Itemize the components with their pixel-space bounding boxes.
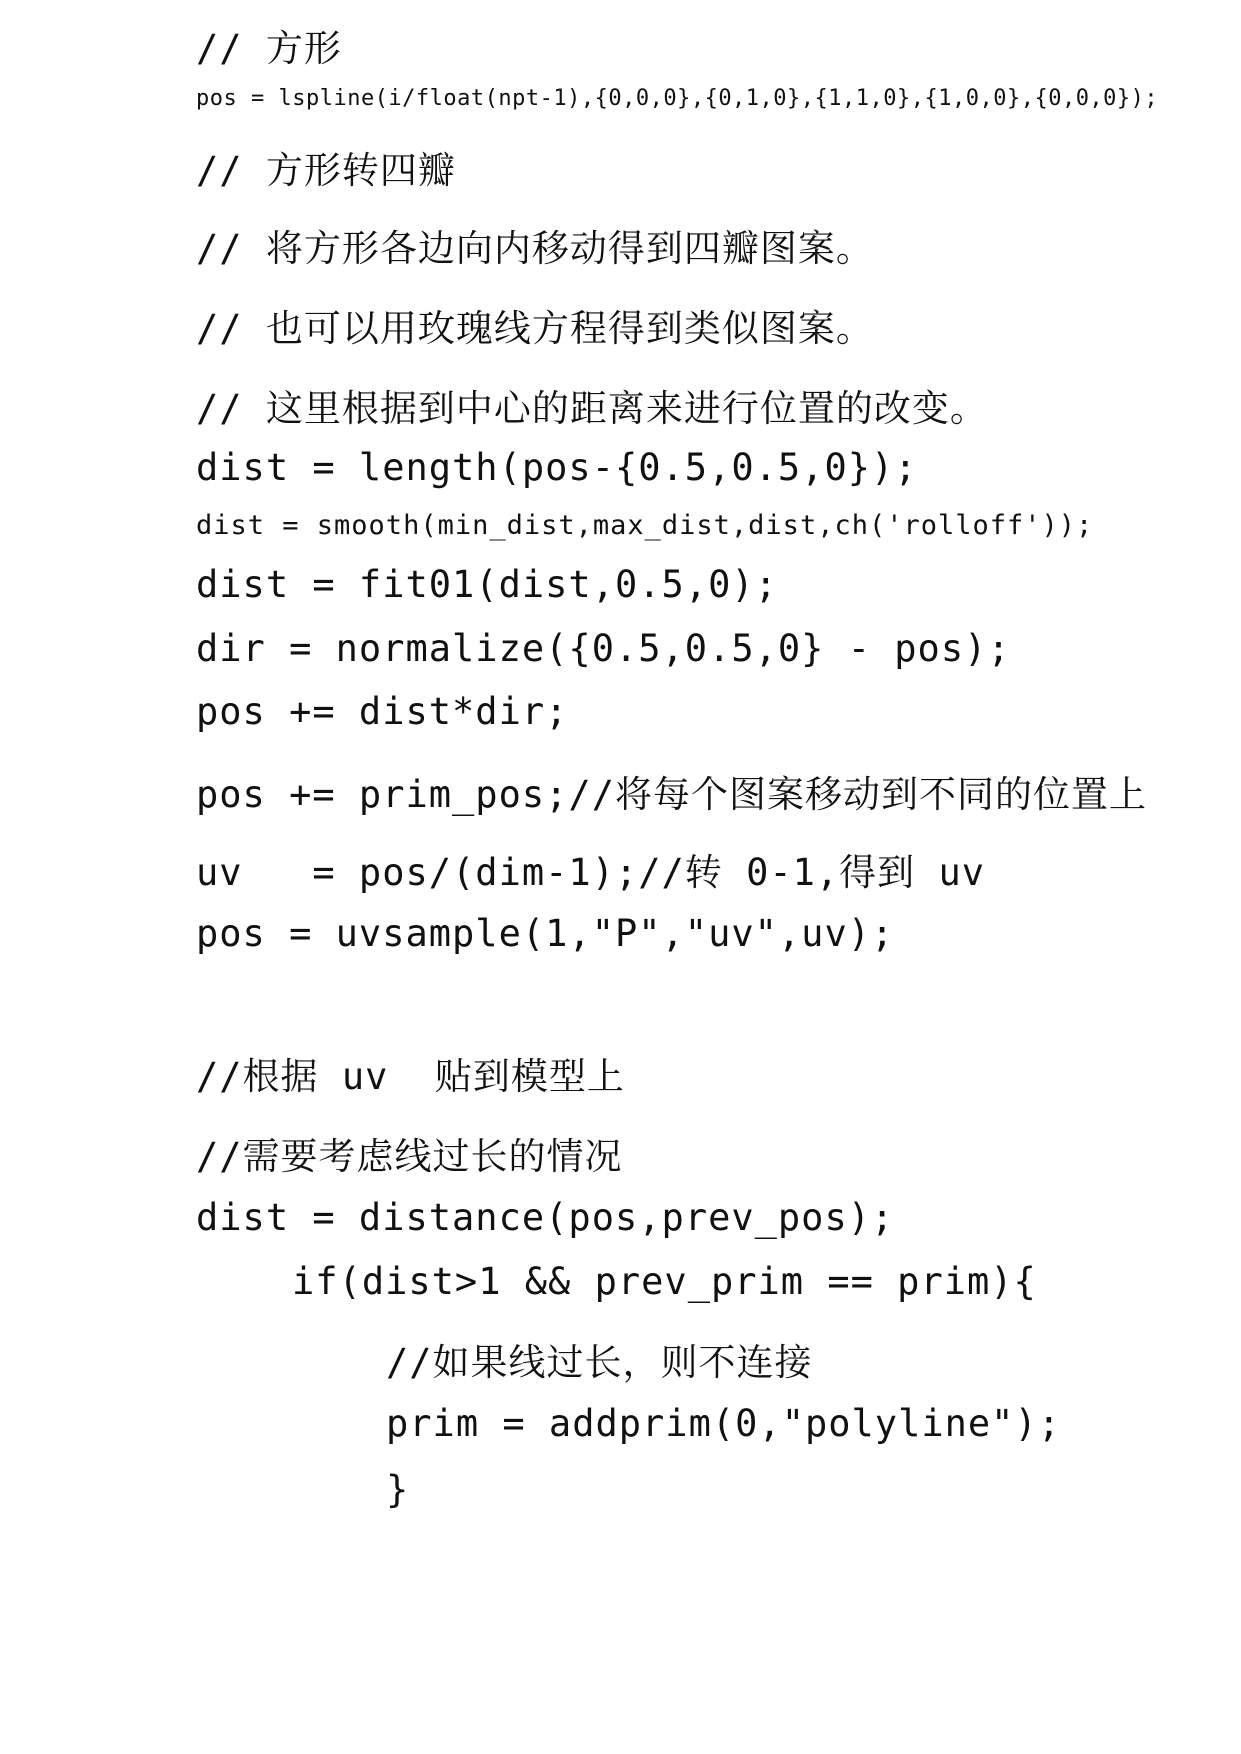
comment-square-to-petals: // 方形转四瓣 [196,149,456,192]
code-line-dist-fit01: dist = fit01(dist,0.5,0); [196,563,778,606]
comment-distance-center: // 这里根据到中心的距离来进行位置的改变。 [196,387,988,430]
code-line-dir-normalize: dir = normalize({0.5,0.5,0} - pos); [196,627,1011,670]
comment-rose-curve: // 也可以用玫瑰线方程得到类似图案。 [196,307,874,350]
comment-no-connect: //如果线过长，则不连接 [386,1341,813,1384]
code-line-lspline: pos = lspline(i/float(npt-1),{0,0,0},{0,1,0},{1,1,0},{1,0,0},{0,0,0}); [196,86,1159,111]
comment-line-too-long: //需要考虑线过长的情况 [196,1135,623,1178]
comment-move-edges: // 将方形各边向内移动得到四瓣图案。 [196,227,874,270]
code-line-pos-add-prim: pos += prim_pos;//将每个图案移动到不同的位置上 [196,773,1147,816]
code-line-dist-distance: dist = distance(pos,prev_pos); [196,1196,895,1239]
comment-square: // 方形 [196,27,342,70]
comment-apply-uv: //根据 uv 贴到模型上 [196,1055,625,1098]
code-line-dist-smooth: dist = smooth(min_dist,max_dist,dist,ch('rolloff')); [196,510,1094,541]
code-line-if: if(dist>1 && prev_prim == prim){ [292,1260,1037,1303]
code-line-uv: uv = pos/(dim-1);//转 0-1,得到 uv [196,851,986,894]
code-line-pos-add-dist: pos += dist*dir; [196,690,569,733]
code-line-addprim: prim = addprim(0,"polyline"); [386,1402,1062,1445]
code-line-uvsample: pos = uvsample(1,"P","uv",uv); [196,912,895,955]
code-line-close-brace: } [386,1468,410,1511]
code-line-dist-length: dist = length(pos-{0.5,0.5,0}); [196,446,918,489]
